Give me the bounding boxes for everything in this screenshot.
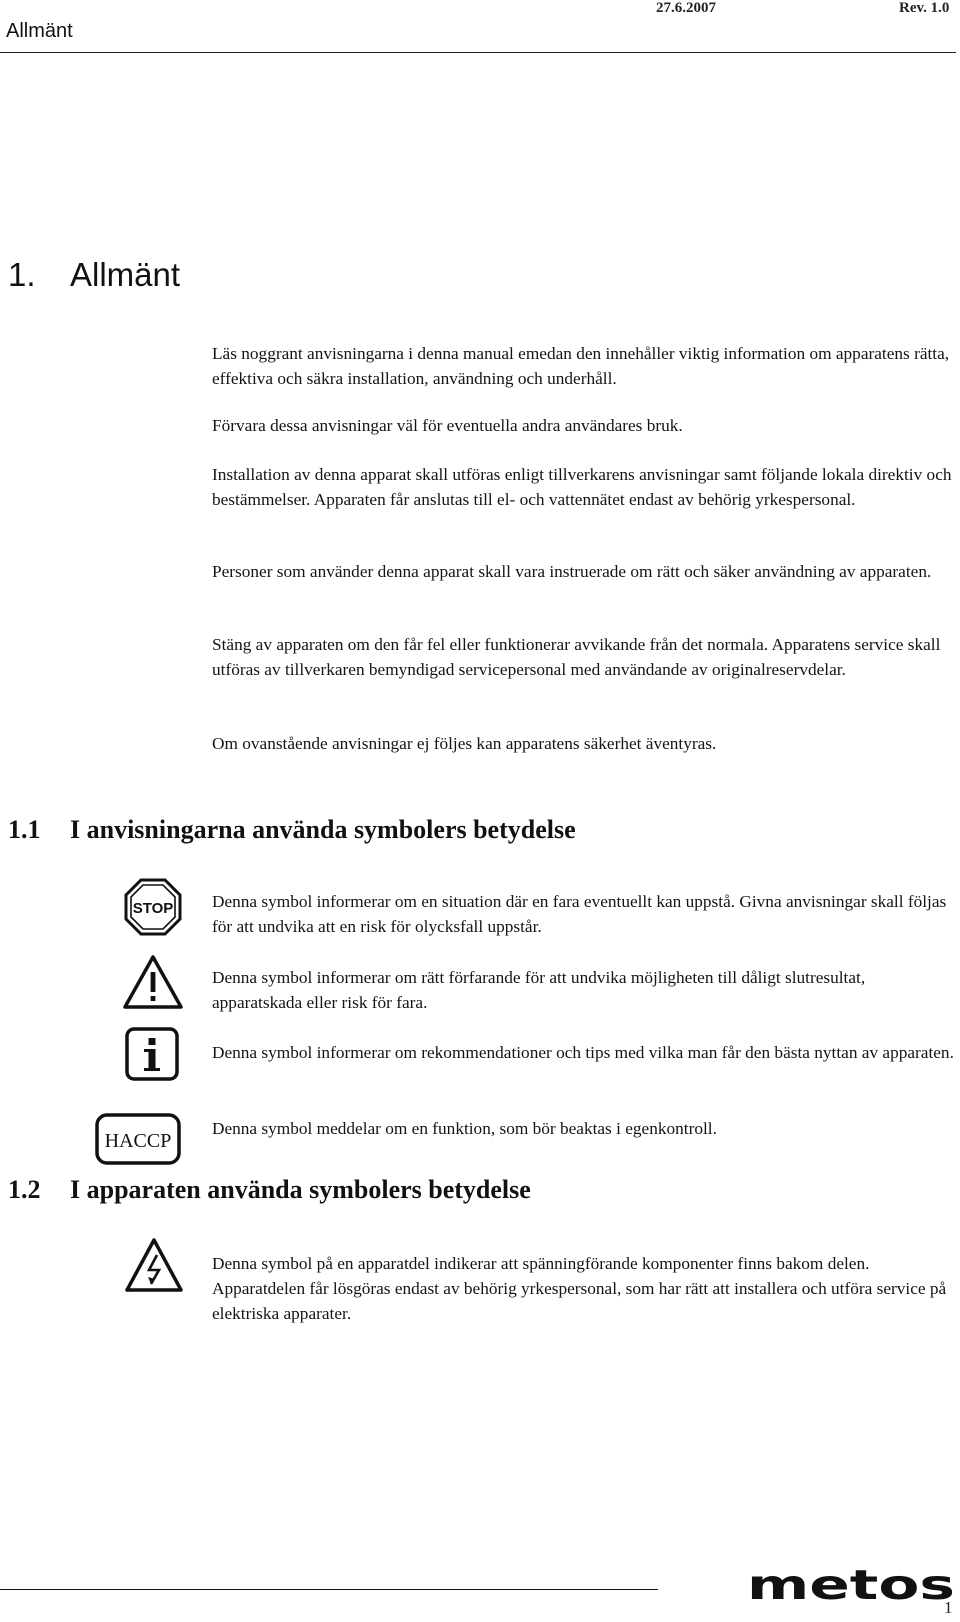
- footer-rule: [0, 1589, 658, 1590]
- electrical-hazard-icon: [124, 1237, 184, 1293]
- section-heading-1-2: [8, 1175, 531, 1205]
- symbol-description: Denna symbol informerar om rekommendationer och tips med vilka man får den bästa nyttan av apparaten.: [212, 1043, 954, 1062]
- header-date: 27.6.2007: [656, 0, 716, 16]
- haccp-label: HACCP: [104, 1130, 172, 1152]
- metos-logo: [747, 1569, 957, 1608]
- chapter-title: Allmänt: [70, 256, 181, 293]
- intro-paragraph: Installation av denna apparat skall utföras enligt tillverkarens anvisningar samt följande lokala direktiv och bestämmelser. Apparaten får anslutas till el- och vattennätet endast av behörig yrkespersonal.: [212, 465, 952, 509]
- header-rule: [0, 52, 956, 53]
- info-icon: [125, 1027, 179, 1081]
- intro-paragraph: Förvara dessa anvisningar väl för eventuella andra användares bruk.: [212, 416, 683, 435]
- intro-paragraph: Läs noggrant anvisningarna i denna manual emedan den innehåller viktig information om apparatens rätta, effektiva och säkra installation, användning och underhåll.: [212, 344, 950, 388]
- chapter-heading: [8, 256, 180, 294]
- section-title: I anvisningarna använda symbolers betydelse: [70, 815, 576, 844]
- intro-paragraph: Om ovanstående anvisningar ej följes kan apparatens säkerhet äventyras.: [212, 734, 717, 753]
- intro-paragraph: Stäng av apparaten om den får fel eller funktionerar avvikande från det normala. Apparatens service skall utföras av tillverkaren bemyndigad servicepersonal med användande av originalreservdelar.: [212, 635, 941, 679]
- chapter-number: 1.: [8, 256, 36, 293]
- section-number: 1.2: [8, 1175, 41, 1204]
- section-title: I apparaten använda symbolers betydelse: [70, 1175, 531, 1204]
- stop-sign-label: STOP: [132, 900, 174, 917]
- metos-logo-text: metos: [747, 1569, 955, 1603]
- symbol-description: Denna symbol informerar om rätt förfarande för att undvika möjligheten till dåligt slutresultat, apparatskada eller risk för fara.: [212, 968, 866, 1012]
- stop-sign-icon: [124, 878, 182, 936]
- header-revision: Rev. 1.0: [899, 0, 950, 16]
- symbol-description: Denna symbol på en apparatdel indikerar att spänningförande komponenter finns bakom delen. Apparatdelen får lösgöras endast av behörig yrkespersonal, som har rätt att installera och utföra service på elektriska apparater.: [212, 1254, 947, 1323]
- page-number: 1: [944, 1598, 953, 1617]
- section-number: 1.1: [8, 815, 41, 844]
- haccp-icon: [95, 1113, 181, 1165]
- intro-paragraph: Personer som använder denna apparat skall vara instruerade om rätt och säker användning av apparaten.: [212, 562, 932, 581]
- symbol-description: Denna symbol informerar om en situation där en fara eventuellt kan uppstå. Givna anvisningar skall följas för att undvika att en risk för olycksfall uppstår.: [212, 892, 947, 936]
- warning-triangle-icon: [122, 954, 184, 1010]
- symbol-description: Denna symbol meddelar om en funktion, som bör beaktas i egenkontroll.: [212, 1119, 717, 1138]
- header-section-title: Allmänt: [6, 20, 73, 42]
- section-heading-1-1: [8, 815, 576, 845]
